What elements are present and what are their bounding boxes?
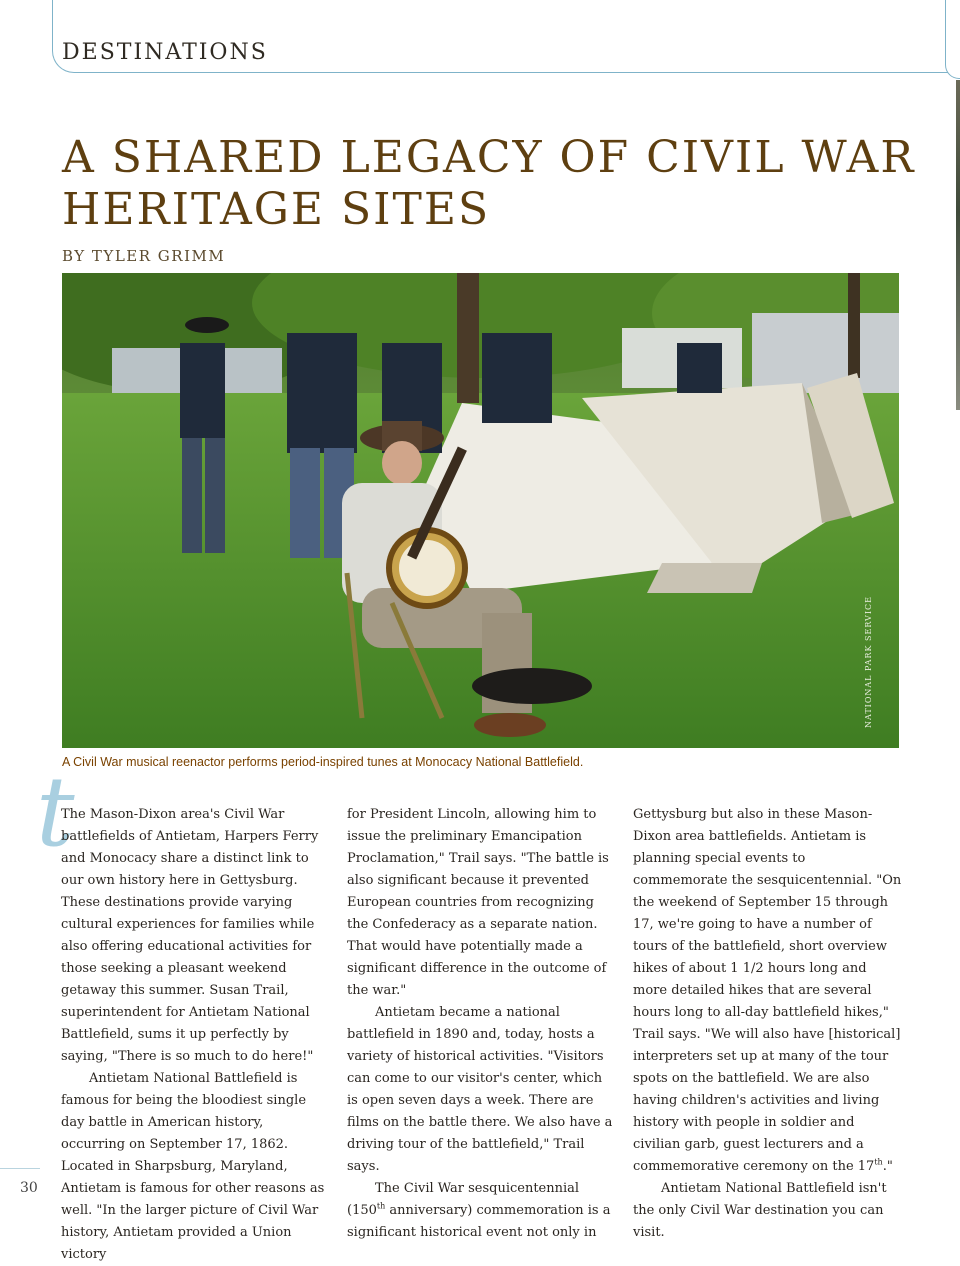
photo-caption: A Civil War musical reenactor performs period-inspired tunes at Monocacy National Battlefield.	[62, 755, 584, 769]
body-paragraph: The Mason-Dixon area's Civil War battlefields of Antietam, Harpers Ferry and Monocacy share a distinct link to our own history here in Gettysburg. These destinations provide varying cultural experiences for families while also offering educational activities for those seeking a pleasant weekend getaway this summer. Susan Trail, superintendent for Antietam National Battlefield, sums it up perfectly by saying, "There is so much to do here!"	[61, 807, 319, 1064]
body-paragraph: Antietam National Battlefield isn't the only Civil War destination you can visit.	[633, 1181, 887, 1240]
body-paragraph: Antietam became a national battlefield in 1890 and, today, hosts a variety of historical activities. "Visitors can come to our visitor's center, which is open seven days a week. There are films on the battle there. We also have a driving tour of the battlefield," Trail says.	[347, 1005, 613, 1174]
body-column-2	[347, 804, 617, 1244]
section-frame-right	[945, 0, 960, 79]
body-paragraph: Gettysburg but also in these Mason-Dixon area battlefields. Antietam is planning special events to commemorate the sesquicentennial. "On the weekend of September 15 through 17, we're going to have a number of tours of the battlefield, short overview hikes of about 1 1/2 hours long and more detailed hikes that are several hours long to all-day battlefield hikes," Trail says. "We will also have [historical] interpreters set up at many of the tour spots on the battlefield. We are also having children's activities and living history with people in soldier and civilian garb, guest lecturers and a commemorative ceremony on the 17th."	[633, 807, 902, 1174]
body-column-3	[633, 804, 903, 1244]
body-column-1	[61, 804, 331, 1266]
body-paragraph: for President Lincoln, allowing him to issue the preliminary Emancipation Proclamation," Trail says. "The battle is also significant because it prevented European countries from recognizing the Confederacy as a separate nation. That would have potentially made a significant difference in the outcome of the war."	[347, 807, 609, 998]
adjacent-page-edge	[956, 80, 960, 410]
folio-rule	[0, 1168, 40, 1169]
article-photo	[62, 273, 899, 748]
body-paragraph: The Civil War sesquicentennial (150th anniversary) commemoration is a significant historical event not only in	[347, 1181, 611, 1240]
byline: BY TYLER GRIMM	[62, 247, 226, 265]
section-label: DESTINATIONS	[62, 40, 268, 65]
drop-cap: t	[36, 756, 75, 868]
article-title: A SHARED LEGACY OF CIVIL WAR HERITAGE SITES	[62, 132, 916, 235]
body-paragraph: Antietam National Battlefield is famous for being the bloodiest single day battle in American history, occurring on September 17, 1862. Located in Sharpsburg, Maryland, Antietam is famous for other reasons as well. "In the larger picture of Civil War history, Antietam provided a Union victory	[61, 1071, 325, 1262]
page-number: 30	[20, 1180, 38, 1196]
photo-credit: NATIONAL PARK SERVICE	[864, 596, 873, 728]
